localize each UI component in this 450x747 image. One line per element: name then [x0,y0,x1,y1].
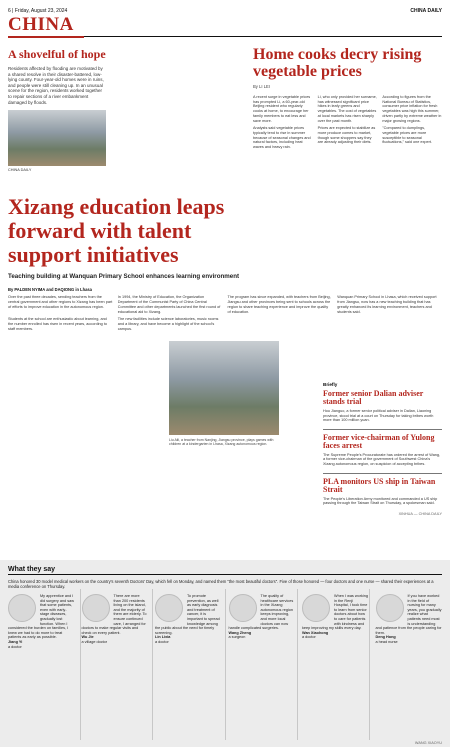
section-header [8,14,442,37]
voice-item [229,594,296,649]
brief-title: PLA monitors US ship in Taiwan Strait [323,476,436,495]
home-byline: By LI LEI [253,84,270,89]
portrait-avatar [82,594,110,622]
photo-caption: Liu Aili, a teacher from Nanjing, Jiangsu province, plays games with children at a kindergarten in Lhasa, Xizang autonomous region. [169,438,274,447]
briefs-label: Briefly [323,382,338,387]
voice-item [376,594,443,649]
feature-byline: By PALDEN NYIMA and DAQIONG in Lhasa [8,287,92,293]
brief-item [323,434,442,467]
voice-quote: My apprentice and I did surgery and saw that some patients, even with early-stage diseases, gradually lost function. When I considered the burden on families, I knew we had to do more to treat patients as early as possible. [8,594,74,640]
voice-quote: The quality of healthcare services in the Xizang autonomous region keeps improving, and more local doctors can now handle complicated surgeries. [228,594,294,631]
column-divider [152,589,153,740]
brief-text: The Supreme People's Procuratorate has ordered the arrest of Wang, a former vice-chairman of the government of Southwest China's Xizang autonomous region, on suspicion of accepting bribes. [323,452,441,467]
home-paragraph: Li, who only provided her surname, has witnessed significant price hikes in leafy greens and vegetables. The cost of vegetables at local markets has risen sharply over the past month. [317,95,377,123]
voice-quote: There are more than 200 residents living on the island, and the majority of them are elderly. To ensure continued care, I arranged for doctors to make regular visits and check on every patient. [81,594,147,635]
voice-role: a doctor [8,644,22,649]
section-title: CHINA [8,14,74,35]
section-accent-bar [8,36,84,38]
voice-name: Deng Hong [375,635,396,640]
feature-paragraph: In 1994, the Ministry of Education, the Organization Department of the Communist Party of China Central Committee and other departments launched the first round of educational aid to Xizang. [117,295,221,314]
voice-item [302,594,369,649]
home-paragraph: Prices are expected to stabilize as more produce comes to market, though some shoppers say they are already adjusting their diets. [317,126,376,145]
page-date: 6 | Friday, August 23, 2024 [8,8,68,14]
feature-paragraph: The program has since expanded, with teachers from Beijing, Jiangsu and other provinces being sent to schools across the region to share teaching experience and improve the quality of education. [227,295,331,314]
portrait-avatar [155,594,183,622]
voice-quote: When I was working in the Renji Hospital, I took time to learn from senior doctors about how to care for patients with kindness and keep improving my skills every day. [302,594,368,631]
column-divider [80,589,81,740]
voice-name: Wang Zheng [228,630,252,635]
portrait-avatar [229,594,257,622]
left-column [8,48,106,179]
brief-text: The People's Liberation Army monitored and commanded a US ship passing through the Taiwan Strait on Thursday, a spokesman said. [323,496,438,506]
voice-name: Lin Lixia [155,635,171,640]
voice-role: a head nurse [375,639,398,644]
left-photo-credit: CHINA DAILY [8,168,32,173]
voice-quote: To promote prevention, as well as early diagnosis and treatment of cancer, it is important to spread knowledge among the public about the need for timely screening. [155,594,220,635]
voice-quote: If you have worked in the field of nursing for many years, you gradually realize what patients need most is understanding and patience from the people caring for them. [375,594,442,635]
feature-headline: Xizang education leaps forward with talent support initiatives [8,194,225,267]
voice-item [8,594,75,649]
portrait-avatar [302,594,330,622]
flood-photo [8,110,106,166]
feature-subhead: Teaching building at Wanquan Primary School enhances learning environment [8,273,240,280]
home-body [253,95,442,153]
divider [323,429,442,430]
left-headline: A shovelful of hope [8,47,106,61]
home-cooks-article [253,46,442,153]
column-divider [297,589,298,740]
voice-item [82,594,149,649]
brief-text: Hou Jianguo, a former senior political adviser in Dalian, Liaoning province, stood trial at a court on Thursday for taking bribes worth more than 100 million yuan. [323,408,434,423]
voice-name: Wan Xiaohong [302,630,329,635]
portrait-avatar [376,594,404,622]
feature-body [8,295,442,334]
briefs-column [323,382,442,516]
portrait-avatar [8,594,36,622]
feature-paragraph: The new facilities include science laboratories, music rooms and a library, and have become a highlight of the school's campus. [117,317,219,331]
divider [323,473,442,474]
home-paragraph: According to figures from the National Bureau of Statistics, consumer price inflation for fresh vegetables was high this summer, driven partly by extreme weather in major growing regions. [382,95,442,123]
home-paragraph: "Compared to dumplings, vegetable prices are more susceptible to seasonal fluctuations," said one expert. [382,126,433,145]
voice-role: a village doctor [81,639,108,644]
brief-item [323,390,442,423]
voice-role: a doctor [155,639,169,644]
left-blurb: Residents affected by flooding are motivated by a shared resolve in their disaster-battered, low-lying county. Four-year-old homes were in ruins, and people were still cleaning up. In an unusual scene for the region, residents worked together to repair sections of a river embankment damaged by floods. [8,66,104,105]
column-divider [225,589,226,740]
feature-paragraph: Over the past three decades, sending teachers from the central government and other regions to Xizang has been part of efforts to improve education in the autonomous region. [8,295,113,309]
voice-item [155,594,222,649]
column-divider [369,589,370,740]
kindergarten-photo [169,341,279,435]
home-paragraph: A recent surge in vegetable prices has prompted Li, a 60-year-old Beijing resident who regularly cooks at home, to encourage her family members to eat less and save more. [253,95,311,123]
briefs-credit: XINHUA — CHINA DAILY [398,512,442,517]
home-paragraph: Analysts said vegetable prices typically tend to rise in summer because of seasonal changes and natural factors, including heat waves and heavy rain. [253,126,311,150]
voice-role: a doctor [302,635,316,640]
feature-paragraph: Students at the school are enthusiastic about learning, and the number enrolled has risen in recent years, according to staff members. [8,317,107,331]
voice-name: Jiang Yi [8,639,23,644]
brief-title: Former vice-chairman of Yulong faces arrest [323,432,435,451]
xizang-education-article [8,194,437,334]
what-they-say-header: What they say [8,565,442,575]
home-headline: Home cooks decry rising vegetable prices [253,46,422,80]
feature-paragraph: Wanquan Primary School in Lhasa, which received support from Jiangsu, now has a new teaching building that has greatly enhanced its learning environment, teachers and students said. [337,295,437,314]
brief-title: Former senior Dalian adviser stands trial [323,389,424,407]
brand-name: CHINA DAILY [410,8,442,14]
what-they-say-intro: China honored 30 model medical workers on the country's seventh Doctors' Day, which fell on Monday, and named them "the most beautiful doctors". Five of those honored — four doctors and one nurse — shared their experiences at a media conference on Thursday. [8,579,434,589]
brief-item [323,478,442,506]
voice-name: Wu Jie [81,635,94,640]
voice-role: a surgeon [228,635,246,640]
bottom-credit: WANG XIAOYU [414,741,442,745]
